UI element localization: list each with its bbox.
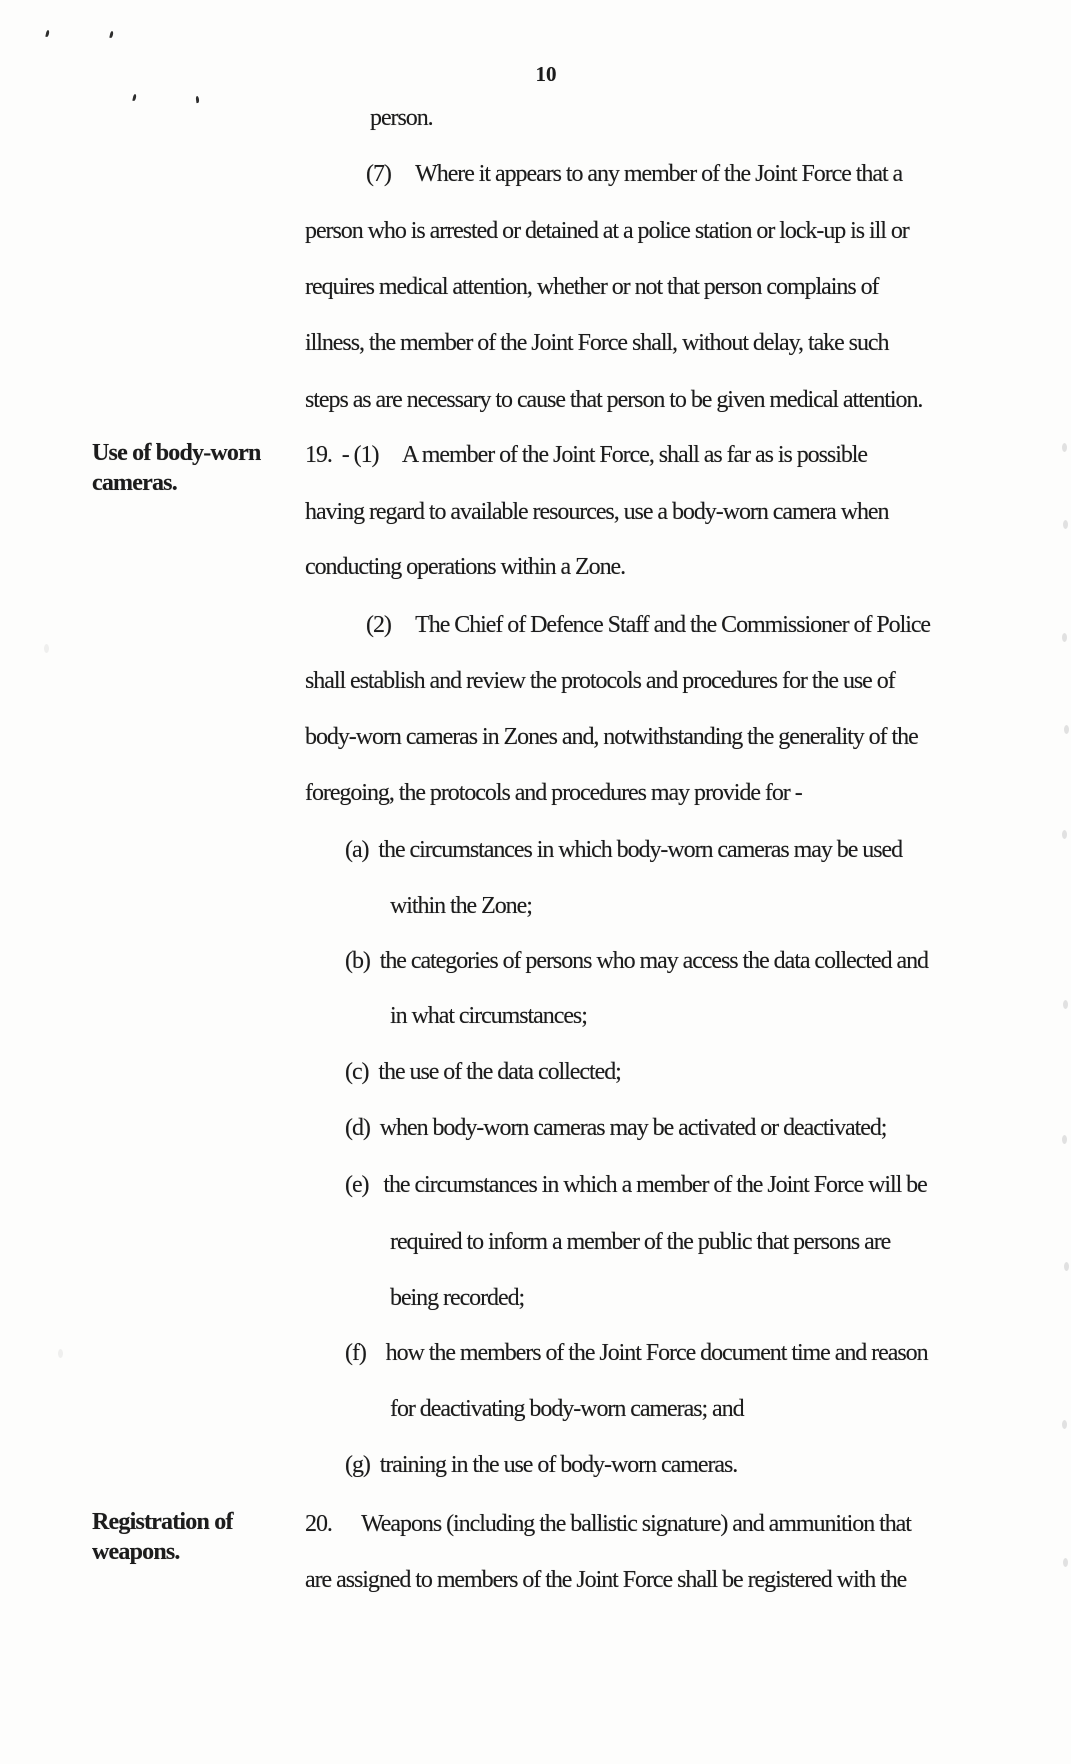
section-19-2-line: (2) The Chief of Defence Staff and the Commissioner of Police bbox=[366, 612, 931, 638]
scan-speckle bbox=[132, 94, 136, 101]
clause-e-line: required to inform a member of the public that persons are bbox=[390, 1229, 891, 1255]
paragraph-tail-line: person. bbox=[370, 105, 433, 131]
scan-smudge bbox=[58, 1349, 63, 1358]
clause-a-line: (a) the circumstances in which body-worn cameras may be used bbox=[345, 837, 903, 863]
clause-e-line: (e) the circumstances in which a member of the Joint Force will be bbox=[345, 1172, 927, 1198]
clause-b-line: in what circumstances; bbox=[390, 1003, 587, 1029]
scan-speckle bbox=[196, 96, 200, 103]
scan-smudge bbox=[44, 644, 49, 653]
clause-c-line: (c) the use of the data collected; bbox=[345, 1059, 621, 1085]
clause-b-line: (b) the categories of persons who may access the data collected and bbox=[345, 948, 928, 974]
section-20-line: 20. Weapons (including the ballistic signature) and ammunition that bbox=[305, 1511, 911, 1537]
scan-smudge bbox=[1062, 1420, 1067, 1429]
subsection-7-line: person who is arrested or detained at a police station or lock-up is ill or bbox=[305, 218, 909, 244]
section-19-2-line: body-worn cameras in Zones and, notwithstanding the generality of the bbox=[305, 724, 918, 750]
subsection-7-line: (7) Where it appears to any member of the Joint Force that a bbox=[366, 161, 903, 187]
scan-smudge bbox=[1064, 725, 1069, 734]
margin-note-line: weapons. bbox=[92, 1539, 180, 1565]
clause-a-line: within the Zone; bbox=[390, 893, 532, 919]
margin-note-line: cameras. bbox=[92, 470, 177, 496]
scan-smudge bbox=[1064, 1262, 1069, 1271]
section-19-2-line: foregoing, the protocols and procedures may provide for - bbox=[305, 780, 802, 806]
section-19-1-line: conducting operations within a Zone. bbox=[305, 554, 626, 580]
subsection-7-line: steps as are necessary to cause that person to be given medical attention. bbox=[305, 387, 923, 413]
scan-smudge bbox=[1062, 443, 1067, 452]
subsection-7-line: illness, the member of the Joint Force shall, without delay, take such bbox=[305, 330, 889, 356]
margin-note-line: Registration of bbox=[92, 1509, 233, 1535]
scan-smudge bbox=[1063, 1000, 1068, 1009]
scan-smudge bbox=[1062, 633, 1067, 642]
section-20-line: are assigned to members of the Joint Force shall be registered with the bbox=[305, 1567, 907, 1593]
scan-smudge bbox=[1062, 830, 1067, 839]
margin-note-line: Use of body-worn bbox=[92, 440, 261, 466]
scan-speckle bbox=[45, 30, 49, 37]
scan-smudge bbox=[1062, 1135, 1067, 1144]
section-19-2-line: shall establish and review the protocols and procedures for the use of bbox=[305, 668, 895, 694]
clause-e-line: being recorded; bbox=[390, 1285, 525, 1311]
clause-d-line: (d) when body-worn cameras may be activated or deactivated; bbox=[345, 1115, 887, 1141]
clause-f-line: (f) how the members of the Joint Force document time and reason bbox=[345, 1340, 928, 1366]
scan-smudge bbox=[1063, 520, 1068, 529]
clause-f-line: for deactivating body-worn cameras; and bbox=[390, 1396, 744, 1422]
section-19-1-line: 19. - (1) A member of the Joint Force, shall as far as is possible bbox=[305, 442, 868, 468]
page-number: 10 bbox=[535, 62, 557, 86]
scan-speckle bbox=[109, 31, 113, 38]
clause-g-line: (g) training in the use of body-worn cameras. bbox=[345, 1452, 738, 1478]
scan-smudge bbox=[1063, 1558, 1068, 1567]
section-19-1-line: having regard to available resources, use a body-worn camera when bbox=[305, 499, 889, 525]
subsection-7-line: requires medical attention, whether or not that person complains of bbox=[305, 274, 879, 300]
